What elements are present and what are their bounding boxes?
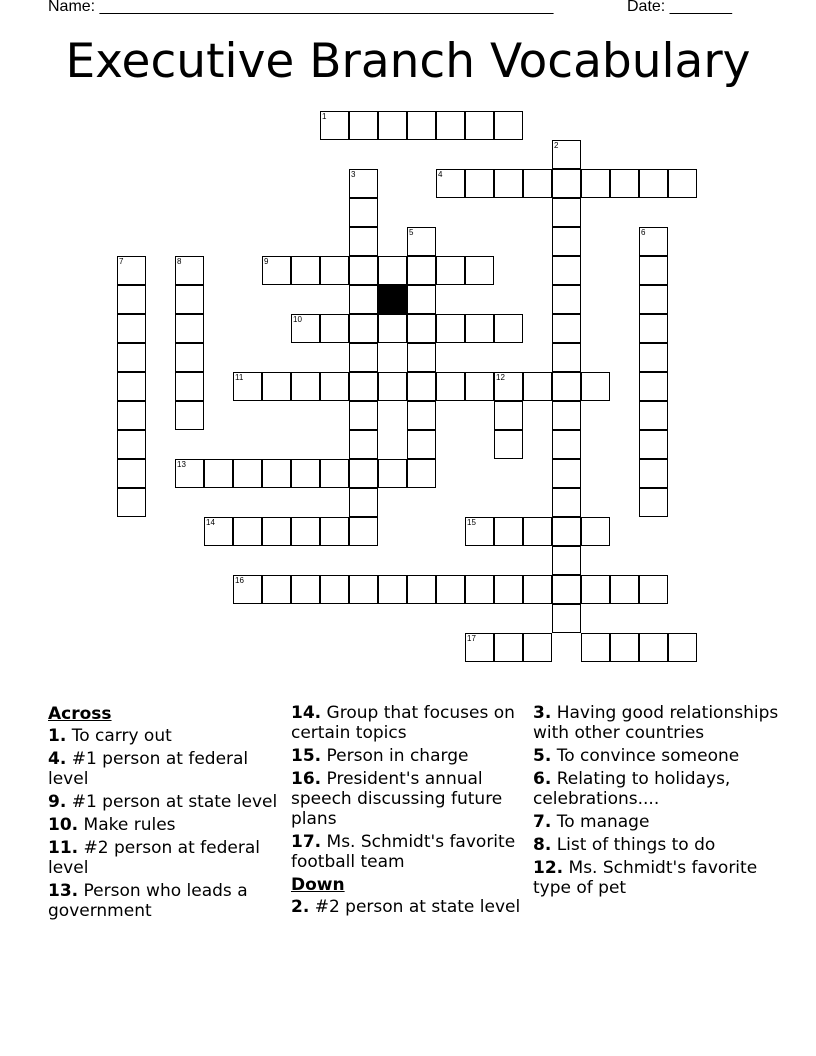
crossword-cell[interactable] xyxy=(175,285,204,314)
crossword-cell[interactable] xyxy=(407,430,436,459)
crossword-cell[interactable] xyxy=(320,459,349,488)
clue-number-17: 17 xyxy=(467,634,476,643)
crossword-cell[interactable] xyxy=(349,111,378,140)
crossword-cell[interactable] xyxy=(407,343,436,372)
crossword-cell[interactable] xyxy=(552,169,581,198)
crossword-cell[interactable] xyxy=(494,169,523,198)
crossword-cell[interactable] xyxy=(639,372,668,401)
crossword-cell[interactable] xyxy=(639,575,668,604)
crossword-cell[interactable] xyxy=(320,575,349,604)
clue-item xyxy=(291,832,526,872)
crossword-cell[interactable] xyxy=(349,285,378,314)
crossword-cell[interactable] xyxy=(262,372,291,401)
clue-item-text: President's annual speech discussing future plans xyxy=(291,769,503,829)
clue-item xyxy=(533,769,783,809)
crossword-cell[interactable] xyxy=(349,256,378,285)
crossword-cell[interactable] xyxy=(378,314,407,343)
crossword-cell[interactable] xyxy=(175,343,204,372)
clue-item xyxy=(48,881,280,921)
clue-number-10: 10 xyxy=(293,315,302,324)
clue-column-2 xyxy=(291,703,526,920)
crossword-cell[interactable] xyxy=(117,430,146,459)
crossword-cell[interactable] xyxy=(320,517,349,546)
clue-item xyxy=(48,815,280,835)
clue-item-number: 1. xyxy=(48,726,67,746)
clue-number-11: 11 xyxy=(235,373,244,382)
clue-number-9: 9 xyxy=(264,257,269,266)
clue-item xyxy=(533,835,783,855)
crossword-cell[interactable] xyxy=(465,256,494,285)
crossword-cell[interactable] xyxy=(523,517,552,546)
crossword-cell[interactable] xyxy=(610,169,639,198)
clue-item-text: To carry out xyxy=(71,726,172,746)
crossword-cell[interactable] xyxy=(349,575,378,604)
date-line: Date: _______ xyxy=(627,0,732,15)
clue-item-text: Ms. Schmidt's favorite type of pet xyxy=(533,858,758,898)
crossword-cell[interactable] xyxy=(581,517,610,546)
crossword-cell[interactable] xyxy=(523,633,552,662)
crossword-cell[interactable] xyxy=(494,111,523,140)
crossword-cell[interactable] xyxy=(436,314,465,343)
clue-item xyxy=(291,746,526,766)
clue-column-1 xyxy=(48,703,280,924)
crossword-cell[interactable] xyxy=(494,314,523,343)
crossword-cell[interactable] xyxy=(407,111,436,140)
clue-number-12: 12 xyxy=(496,373,505,382)
crossword-cell[interactable] xyxy=(378,459,407,488)
clue-item xyxy=(48,726,280,746)
crossword-cell[interactable] xyxy=(465,111,494,140)
crossword-black-cell xyxy=(378,285,407,314)
crossword-cell[interactable] xyxy=(262,459,291,488)
crossword-cell[interactable] xyxy=(349,198,378,227)
crossword-cell[interactable] xyxy=(494,517,523,546)
clue-item xyxy=(291,703,526,743)
crossword-cell[interactable] xyxy=(349,488,378,517)
clue-number-6: 6 xyxy=(641,228,646,237)
clue-item-number: 14. xyxy=(291,703,322,723)
crossword-cell[interactable] xyxy=(465,575,494,604)
clue-item-text: Relating to holidays, celebrations.... xyxy=(533,769,731,809)
clue-item xyxy=(533,746,783,766)
crossword-cell[interactable] xyxy=(523,575,552,604)
crossword-cell[interactable] xyxy=(233,517,262,546)
crossword-cell[interactable] xyxy=(494,430,523,459)
crossword-cell[interactable] xyxy=(407,575,436,604)
crossword-cell[interactable] xyxy=(552,546,581,575)
crossword-cell[interactable] xyxy=(349,314,378,343)
clue-item xyxy=(291,897,526,917)
crossword-cell[interactable] xyxy=(175,372,204,401)
crossword-cell[interactable] xyxy=(552,372,581,401)
crossword-cell[interactable] xyxy=(494,401,523,430)
crossword-cell[interactable] xyxy=(320,314,349,343)
crossword-cell[interactable] xyxy=(407,256,436,285)
crossword-cell[interactable] xyxy=(494,633,523,662)
clue-number-13: 13 xyxy=(177,460,186,469)
clue-number-8: 8 xyxy=(177,257,182,266)
crossword-cell[interactable] xyxy=(407,372,436,401)
crossword-cell[interactable] xyxy=(378,372,407,401)
clue-item-text: #2 person at federal level xyxy=(48,838,260,878)
crossword-cell[interactable] xyxy=(349,227,378,256)
clue-item-text: #1 person at federal level xyxy=(48,749,249,789)
crossword-cell[interactable] xyxy=(117,343,146,372)
crossword-cell[interactable] xyxy=(320,372,349,401)
crossword-cell[interactable] xyxy=(639,169,668,198)
crossword-cell[interactable] xyxy=(175,314,204,343)
clue-item-text: To manage xyxy=(556,812,650,832)
crossword-cell[interactable] xyxy=(552,343,581,372)
crossword-cell[interactable] xyxy=(407,401,436,430)
crossword-cell[interactable] xyxy=(407,459,436,488)
crossword-cell[interactable] xyxy=(262,575,291,604)
crossword-cell[interactable] xyxy=(552,459,581,488)
clue-item-text: #2 person at state level xyxy=(314,897,521,917)
clue-item xyxy=(48,749,280,789)
crossword-cell[interactable] xyxy=(349,372,378,401)
crossword-cell[interactable] xyxy=(639,343,668,372)
crossword-cell[interactable] xyxy=(639,633,668,662)
clue-item xyxy=(533,812,783,832)
crossword-cell[interactable] xyxy=(233,459,262,488)
crossword-cell[interactable] xyxy=(349,401,378,430)
crossword-cell[interactable] xyxy=(610,575,639,604)
clue-item-text: Group that focuses on certain topics xyxy=(291,703,515,743)
crossword-cell[interactable] xyxy=(552,575,581,604)
crossword-cell[interactable] xyxy=(581,169,610,198)
crossword-cell[interactable] xyxy=(291,575,320,604)
crossword-cell[interactable] xyxy=(552,198,581,227)
clue-item-number: 10. xyxy=(48,815,79,835)
crossword-cell[interactable] xyxy=(581,575,610,604)
clue-item-number: 5. xyxy=(533,746,552,766)
name-line: Name: ___________________________________________________ xyxy=(48,0,554,15)
clue-item xyxy=(291,769,526,829)
clue-item-number: 4. xyxy=(48,749,67,769)
crossword-cell[interactable] xyxy=(465,372,494,401)
clue-item-text: Ms. Schmidt's favorite football team xyxy=(291,832,516,872)
crossword-cell[interactable] xyxy=(552,488,581,517)
crossword-cell[interactable] xyxy=(378,575,407,604)
crossword-cell[interactable] xyxy=(552,227,581,256)
crossword-cell[interactable] xyxy=(668,169,697,198)
clue-number-16: 16 xyxy=(235,576,244,585)
crossword-cell[interactable] xyxy=(465,314,494,343)
crossword-cell[interactable] xyxy=(291,459,320,488)
clue-item-number: 9. xyxy=(48,792,67,812)
clue-item-number: 16. xyxy=(291,769,322,789)
clue-item-number: 11. xyxy=(48,838,79,858)
crossword-cell[interactable] xyxy=(349,430,378,459)
clue-item-number: 3. xyxy=(533,703,552,723)
crossword-cell[interactable] xyxy=(204,459,233,488)
crossword-cell[interactable] xyxy=(639,459,668,488)
clue-item-number: 12. xyxy=(533,858,564,878)
crossword-cell[interactable] xyxy=(639,285,668,314)
clue-number-14: 14 xyxy=(206,518,215,527)
crossword-cell[interactable] xyxy=(639,256,668,285)
crossword-cell[interactable] xyxy=(436,372,465,401)
crossword-cell[interactable] xyxy=(639,488,668,517)
crossword-cell[interactable] xyxy=(378,111,407,140)
crossword-cell[interactable] xyxy=(320,256,349,285)
crossword-cell[interactable] xyxy=(117,285,146,314)
crossword-cell[interactable] xyxy=(117,314,146,343)
crossword-cell[interactable] xyxy=(291,517,320,546)
clue-item xyxy=(48,792,280,812)
clue-item-text: #1 person at state level xyxy=(71,792,278,812)
crossword-cell[interactable] xyxy=(668,633,697,662)
crossword-cell[interactable] xyxy=(349,343,378,372)
crossword-cell[interactable] xyxy=(610,633,639,662)
clue-item-text: Having good relationships with other countries xyxy=(533,703,779,743)
crossword-cell[interactable] xyxy=(349,459,378,488)
crossword-cell[interactable] xyxy=(436,256,465,285)
clue-number-5: 5 xyxy=(409,228,414,237)
clue-item-number: 13. xyxy=(48,881,79,901)
crossword-cell[interactable] xyxy=(581,633,610,662)
clue-item-text: List of things to do xyxy=(556,835,716,855)
clue-item-text: To convince someone xyxy=(556,746,740,766)
section-heading-down: Down xyxy=(291,875,345,895)
crossword-cell[interactable] xyxy=(349,517,378,546)
clue-item-text: Make rules xyxy=(83,815,176,835)
crossword-cell[interactable] xyxy=(552,517,581,546)
page-title: Executive Branch Vocabulary xyxy=(65,34,751,89)
crossword-cell[interactable] xyxy=(436,575,465,604)
crossword-cell[interactable] xyxy=(262,517,291,546)
crossword-cell[interactable] xyxy=(494,575,523,604)
clue-item-number: 6. xyxy=(533,769,552,789)
clue-item-number: 17. xyxy=(291,832,322,852)
crossword-cell[interactable] xyxy=(523,169,552,198)
clue-number-4: 4 xyxy=(438,170,443,179)
clue-number-15: 15 xyxy=(467,518,476,527)
crossword-cell[interactable] xyxy=(175,401,204,430)
crossword-cell[interactable] xyxy=(407,285,436,314)
clue-item xyxy=(533,858,783,898)
clue-number-2: 2 xyxy=(554,141,559,150)
clue-item-text: Person who leads a government xyxy=(48,881,248,921)
crossword-cell[interactable] xyxy=(117,488,146,517)
clue-item-number: 15. xyxy=(291,746,322,766)
crossword-cell[interactable] xyxy=(117,372,146,401)
crossword-cell[interactable] xyxy=(465,169,494,198)
crossword-cell[interactable] xyxy=(639,430,668,459)
crossword-cell[interactable] xyxy=(291,256,320,285)
clue-item-text: Person in charge xyxy=(326,746,469,766)
crossword-cell[interactable] xyxy=(407,314,436,343)
clue-item xyxy=(533,703,783,743)
crossword-cell[interactable] xyxy=(639,314,668,343)
crossword-cell[interactable] xyxy=(552,314,581,343)
crossword-cell[interactable] xyxy=(117,459,146,488)
clue-number-3: 3 xyxy=(351,170,356,179)
crossword-cell[interactable] xyxy=(552,401,581,430)
section-heading-across: Across xyxy=(48,704,112,724)
crossword-cell[interactable] xyxy=(552,285,581,314)
clue-item-number: 2. xyxy=(291,897,310,917)
crossword-cell[interactable] xyxy=(552,430,581,459)
clue-item xyxy=(48,838,280,878)
crossword-cell[interactable] xyxy=(291,372,320,401)
crossword-cell[interactable] xyxy=(552,604,581,633)
clue-number-7: 7 xyxy=(119,257,124,266)
crossword-cell[interactable] xyxy=(436,111,465,140)
clue-column-3 xyxy=(533,703,783,901)
clue-number-1: 1 xyxy=(322,112,327,121)
crossword-cell[interactable] xyxy=(581,372,610,401)
crossword-cell[interactable] xyxy=(523,372,552,401)
clue-item-number: 8. xyxy=(533,835,552,855)
crossword-cell[interactable] xyxy=(639,401,668,430)
clue-item-number: 7. xyxy=(533,812,552,832)
crossword-cell[interactable] xyxy=(552,256,581,285)
crossword-cell[interactable] xyxy=(378,256,407,285)
crossword-cell[interactable] xyxy=(117,401,146,430)
